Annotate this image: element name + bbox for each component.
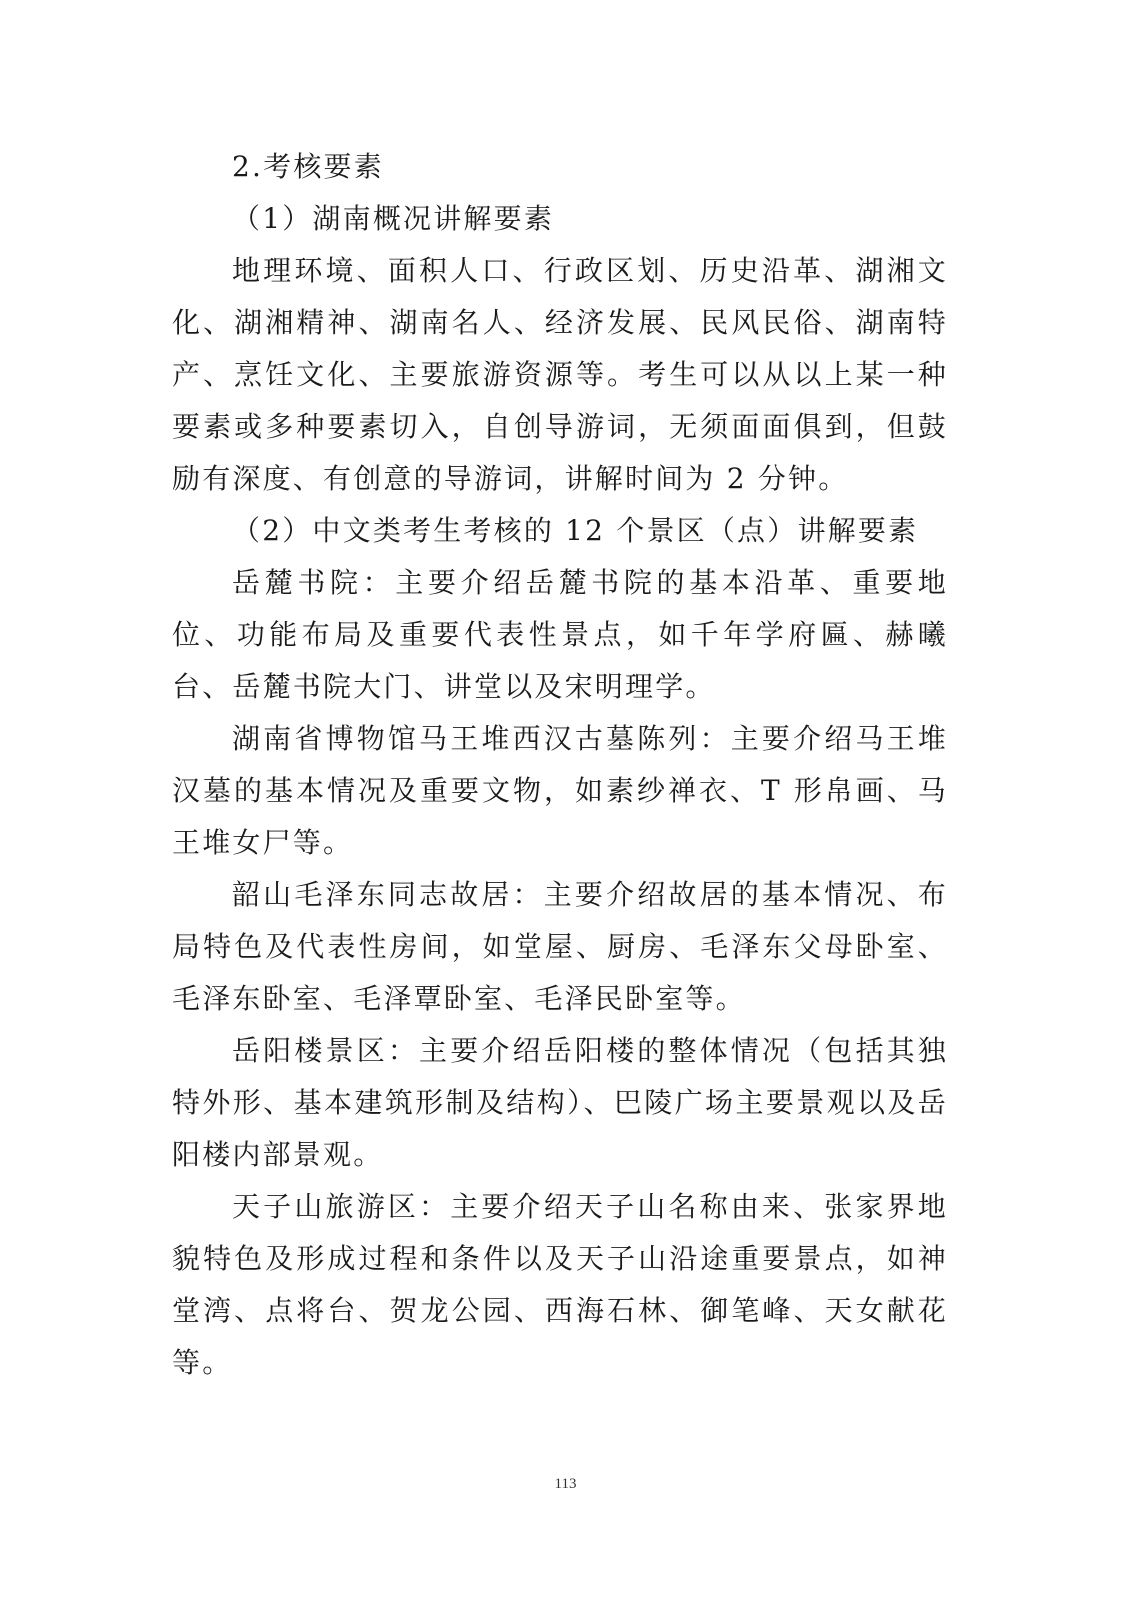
section-title: 2.考核要素: [232, 150, 384, 183]
subsection-1-paragraph: 地理环境、面积人口、行政区划、历史沿革、湖湘文化、湖湘精神、湖南名人、经济发展、民风民俗、湖南特产、烹饪文化、主要旅游资源等。考生可以从以上某一种要素或多种要素切入，自创导游词，无须面面俱到，但鼓励有深度、有创意的导游词，讲解时间为 2 分钟。: [172, 254, 948, 495]
paragraph-yueyang-tower: 岳阳楼景区：主要介绍岳阳楼的整体情况（包括其独特外形、基本建筑形制及结构）、巴陵广场主要景观以及岳阳楼内部景观。: [172, 1034, 948, 1171]
paragraph-hunan-museum: 湖南省博物馆马王堆西汉古墓陈列：主要介绍马王堆汉墓的基本情况及重要文物，如素纱禅衣、T 形帛画、马王堆女尸等。: [172, 722, 948, 859]
subsection-2-title: （2）中文类考生考核的 12 个景区（点）讲解要素: [232, 514, 919, 547]
subsection-1-title: （1）湖南概况讲解要素: [232, 202, 555, 235]
page-content: [172, 141, 948, 1389]
paragraph-yuelu-academy: 岳麓书院：主要介绍岳麓书院的基本沿革、重要地位、功能布局及重要代表性景点，如千年学府匾、赫曦台、岳麓书院大门、讲堂以及宋明理学。: [172, 566, 948, 703]
paragraph-tianzi-mountain: 天子山旅游区：主要介绍天子山名称由来、张家界地貌特色及形成过程和条件以及天子山沿途重要景点，如神堂湾、点将台、贺龙公园、西海石林、御笔峰、天女献花等。: [172, 1190, 948, 1379]
paragraph-shaoshan-residence: 韶山毛泽东同志故居：主要介绍故居的基本情况、布局特色及代表性房间，如堂屋、厨房、毛泽东父母卧室、毛泽东卧室、毛泽覃卧室、毛泽民卧室等。: [172, 878, 948, 1015]
page-number: 113: [554, 1476, 577, 1492]
